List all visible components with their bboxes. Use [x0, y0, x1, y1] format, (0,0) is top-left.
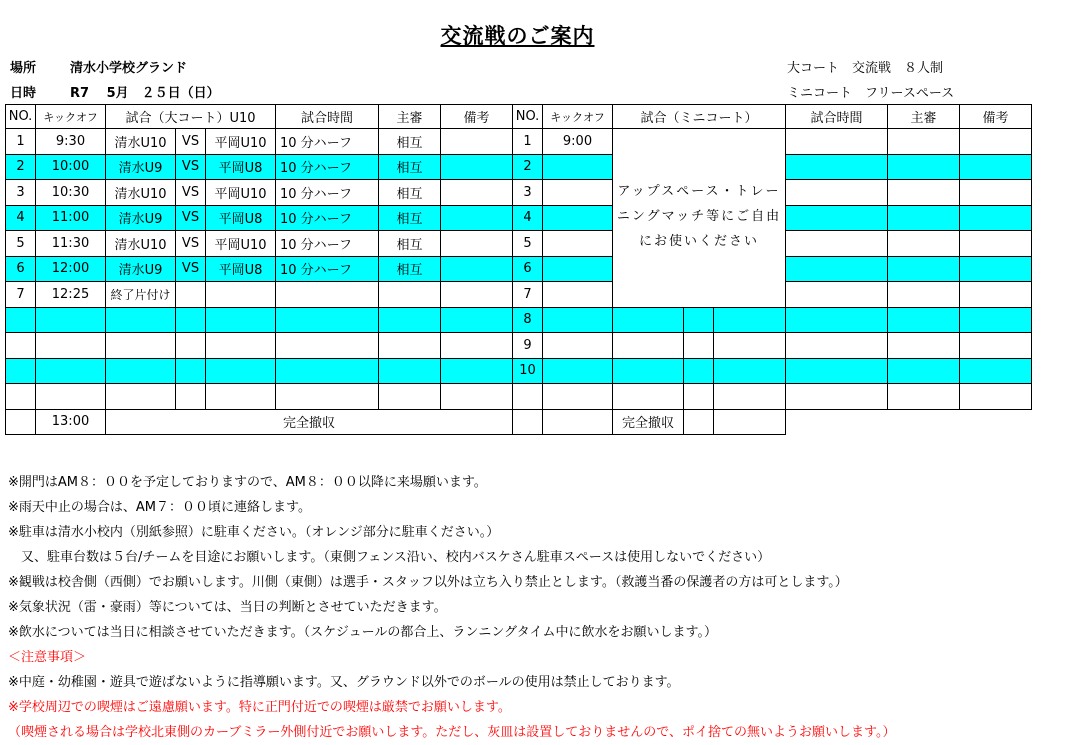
table-row [6, 282, 1032, 308]
note-line: ※中庭・幼稚園・遊具で遊ばないように指導願います。又、グラウンド以外でのボールの使用は禁止しております。 [8, 675, 680, 690]
row-notes-mini [960, 282, 1032, 308]
row-kickoff-mini [543, 282, 613, 308]
row-home-team: 清水U9 [106, 256, 176, 282]
note-line: ※飲水については当日に相談させていただきます。（スケジュールの都合上、ランニングタイム中に飲水をお願いします。） [8, 625, 717, 640]
row-kickoff: 11:30 [36, 231, 106, 257]
row-notes [441, 384, 513, 410]
table-header [6, 105, 1032, 129]
row-no: 3 [6, 180, 36, 206]
table-row [6, 154, 1032, 180]
header-match-mini: 試合（ミニコート） [613, 105, 786, 129]
row-away-team [206, 333, 276, 359]
final-mini-vs [684, 409, 714, 435]
row-referee: 相互 [379, 154, 441, 180]
row-mini-home [613, 384, 684, 410]
row-mini-home [613, 307, 684, 333]
row-no [6, 307, 36, 333]
row-mini-away [714, 307, 786, 333]
row-no-mini: 7 [513, 282, 543, 308]
row-vs: VS [176, 205, 206, 231]
note-line: ※気象状況（雷・豪雨）等については、当日の判断とさせていただきます。 [8, 600, 447, 615]
row-time-mini [786, 129, 888, 155]
row-notes [441, 333, 513, 359]
row-notes-mini [960, 307, 1032, 333]
row-no: 4 [6, 205, 36, 231]
row-no-mini: 5 [513, 231, 543, 257]
table-row [6, 256, 1032, 282]
note-line: ※開門はAM８：００を予定しておりますので、AM８：００以降に来場願います。 [8, 475, 487, 490]
row-mini-vs [684, 358, 714, 384]
row-referee [379, 333, 441, 359]
row-time [276, 282, 379, 308]
row-notes [441, 256, 513, 282]
table-row [6, 333, 1032, 359]
row-notes-mini [960, 256, 1032, 282]
final-big-court: 完全撤収 [106, 409, 513, 435]
row-vs [176, 358, 206, 384]
table-row [6, 384, 1032, 410]
row-referee: 相互 [379, 256, 441, 282]
row-mini-away [714, 333, 786, 359]
row-vs [176, 333, 206, 359]
row-kickoff: 12:25 [36, 282, 106, 308]
header-notes: 備考 [441, 105, 513, 129]
table-row [6, 358, 1032, 384]
row-referee: 相互 [379, 129, 441, 155]
row-kickoff: 10:00 [36, 154, 106, 180]
date-value: R7 5月 ２５日（日） [70, 86, 220, 101]
row-time-mini [786, 384, 888, 410]
final-kickoff: 13:00 [36, 409, 106, 435]
note-line: ※観戦は校舎側（西側）でお願いします。川側（東側）は選手・スタッフ以外は立ち入り禁止とします。（救護当番の保護者の方は可とします。） [8, 575, 848, 590]
mini-court-info: ミニコート フリースペース [787, 86, 955, 101]
row-vs [176, 384, 206, 410]
row-notes [441, 231, 513, 257]
page-title: 交流戦のご案内 [440, 24, 595, 48]
place-value: 清水小学校グランド [70, 61, 188, 76]
row-time: 10 分ハーフ [276, 256, 379, 282]
row-referee-mini [888, 180, 960, 206]
row-notes-mini [960, 384, 1032, 410]
row-vs [176, 282, 206, 308]
row-referee [379, 282, 441, 308]
date-label: 日時 [10, 86, 37, 101]
header-referee-mini: 主審 [888, 105, 960, 129]
row-home-team: 清水U10 [106, 180, 176, 206]
header-no: NO. [6, 105, 36, 129]
row-referee-mini [888, 358, 960, 384]
table-row [6, 231, 1032, 257]
row-kickoff-mini: 9:00 [543, 129, 613, 155]
row-referee: 相互 [379, 205, 441, 231]
row-kickoff [36, 307, 106, 333]
row-referee-mini [888, 154, 960, 180]
row-away-team: 平岡U10 [206, 129, 276, 155]
row-referee-mini [888, 205, 960, 231]
row-time-mini [786, 358, 888, 384]
row-kickoff-mini [543, 384, 613, 410]
row-notes [441, 282, 513, 308]
table-row [6, 205, 1032, 231]
row-kickoff [36, 384, 106, 410]
header-no-mini: NO. [513, 105, 543, 129]
row-no-mini: 6 [513, 256, 543, 282]
row-no [6, 358, 36, 384]
row-referee [379, 384, 441, 410]
row-mini-vs [684, 384, 714, 410]
row-notes [441, 129, 513, 155]
row-referee-mini [888, 307, 960, 333]
row-time-mini [786, 307, 888, 333]
row-referee-mini [888, 256, 960, 282]
table-row-final [6, 409, 1032, 435]
final-blank [786, 409, 1032, 435]
row-notes-mini [960, 205, 1032, 231]
row-no-mini [513, 384, 543, 410]
row-time: 10 分ハーフ [276, 154, 379, 180]
row-no: 6 [6, 256, 36, 282]
row-referee [379, 307, 441, 333]
row-referee: 相互 [379, 180, 441, 206]
row-away-team [206, 384, 276, 410]
note-line: ※駐車は清水小校内（別紙参照）に駐車ください。（オレンジ部分に駐車ください。） [8, 525, 500, 540]
final-mini-court: 完全撤収 [613, 409, 684, 435]
row-no-mini: 9 [513, 333, 543, 359]
table-row [6, 307, 1032, 333]
header-kickoff: キックオフ [36, 105, 106, 129]
row-time-mini [786, 333, 888, 359]
row-time-mini [786, 154, 888, 180]
row-mini-away [714, 384, 786, 410]
note-line-warning: ※学校周辺での喫煙はご遠慮願います。特に正門付近での喫煙は厳禁でお願いします。 [8, 700, 511, 715]
row-no-mini: 1 [513, 129, 543, 155]
header-kickoff-mini: キックオフ [543, 105, 613, 129]
row-no-mini: 8 [513, 307, 543, 333]
final-kickoff-mini [543, 409, 613, 435]
row-referee-mini [888, 384, 960, 410]
row-time: 10 分ハーフ [276, 231, 379, 257]
row-away-team: 平岡U10 [206, 180, 276, 206]
row-kickoff-mini [543, 256, 613, 282]
row-time [276, 307, 379, 333]
row-notes-mini [960, 333, 1032, 359]
row-notes-mini [960, 231, 1032, 257]
header-time-mini: 試合時間 [786, 105, 888, 129]
final-mini-away [714, 409, 786, 435]
table-row [6, 129, 1032, 155]
row-mini-away [714, 358, 786, 384]
row-time: 10 分ハーフ [276, 180, 379, 206]
row-away-team [206, 282, 276, 308]
row-kickoff-mini [543, 180, 613, 206]
table-row [6, 180, 1032, 206]
row-time [276, 333, 379, 359]
row-mini-vs [684, 333, 714, 359]
row-referee-mini [888, 129, 960, 155]
row-referee-mini [888, 333, 960, 359]
row-kickoff: 10:30 [36, 180, 106, 206]
big-court-info: 大コート 交流戦 ８人制 [787, 61, 944, 76]
caution-heading: ＜注意事項＞ [8, 650, 87, 665]
schedule-table [5, 104, 1032, 435]
row-no [6, 333, 36, 359]
row-notes-mini [960, 180, 1032, 206]
row-vs [176, 307, 206, 333]
row-referee-mini [888, 231, 960, 257]
row-vs: VS [176, 180, 206, 206]
row-kickoff-mini [543, 154, 613, 180]
row-mini-home [613, 333, 684, 359]
row-kickoff: 12:00 [36, 256, 106, 282]
row-no [6, 384, 36, 410]
row-time-mini [786, 231, 888, 257]
row-referee [379, 358, 441, 384]
final-no-mini [513, 409, 543, 435]
row-referee: 相互 [379, 231, 441, 257]
row-away-team: 平岡U8 [206, 205, 276, 231]
row-home-team: 清水U9 [106, 154, 176, 180]
row-no-mini: 3 [513, 180, 543, 206]
row-home-team: 清水U10 [106, 231, 176, 257]
row-kickoff: 11:00 [36, 205, 106, 231]
row-notes [441, 358, 513, 384]
row-mini-home [613, 358, 684, 384]
row-kickoff [36, 333, 106, 359]
header-notes-mini: 備考 [960, 105, 1032, 129]
row-no: 7 [6, 282, 36, 308]
row-time: 10 分ハーフ [276, 205, 379, 231]
row-kickoff-mini [543, 307, 613, 333]
row-home-team [106, 358, 176, 384]
row-vs: VS [176, 129, 206, 155]
row-away-team: 平岡U8 [206, 154, 276, 180]
row-no-mini: 10 [513, 358, 543, 384]
row-home-team [106, 384, 176, 410]
row-time [276, 384, 379, 410]
row-away-team [206, 307, 276, 333]
place-label: 場所 [10, 61, 37, 76]
row-no-mini: 4 [513, 205, 543, 231]
row-kickoff [36, 358, 106, 384]
row-home-team: 清水U9 [106, 205, 176, 231]
header-time: 試合時間 [276, 105, 379, 129]
header-match-big: 試合（大コート）U10 [106, 105, 276, 129]
row-vs: VS [176, 154, 206, 180]
notes-section [8, 470, 896, 745]
row-no-mini: 2 [513, 154, 543, 180]
row-home-team [106, 333, 176, 359]
row-away-team [206, 358, 276, 384]
row-kickoff-mini [543, 205, 613, 231]
row-kickoff: 9:30 [36, 129, 106, 155]
row-time-mini [786, 256, 888, 282]
row-notes-mini [960, 358, 1032, 384]
note-line-warning: （喫煙される場合は学校北東側のカーブミラー外側付近でお願いします。ただし、灰皿は設置しておりませんので、ポイ捨ての無いようお願いします。） [8, 725, 896, 740]
mini-court-note: アップスペース・トレーニングマッチ等にご自由にお使いください [613, 129, 786, 308]
row-vs: VS [176, 231, 206, 257]
row-notes-mini [960, 154, 1032, 180]
note-line: ※雨天中止の場合は、AM７：００頃に連絡します。 [8, 500, 311, 515]
row-time-mini [786, 205, 888, 231]
row-referee-mini [888, 282, 960, 308]
row-home-team: 清水U10 [106, 129, 176, 155]
final-no [6, 409, 36, 435]
row-time [276, 358, 379, 384]
row-away-team: 平岡U8 [206, 256, 276, 282]
row-home-team [106, 307, 176, 333]
note-line: 又、駐車台数は５台/チームを目途にお願いします。（東側フェンス沿い、校内バスケさん駐車スペースは使用しないでください） [8, 550, 771, 565]
row-no: 2 [6, 154, 36, 180]
row-kickoff-mini [543, 358, 613, 384]
row-away-team: 平岡U10 [206, 231, 276, 257]
row-notes-mini [960, 129, 1032, 155]
row-home-team: 終了片付け [106, 282, 176, 308]
row-no: 1 [6, 129, 36, 155]
row-notes [441, 307, 513, 333]
row-kickoff-mini [543, 333, 613, 359]
row-notes [441, 180, 513, 206]
row-notes [441, 205, 513, 231]
header-referee: 主審 [379, 105, 441, 129]
row-notes [441, 154, 513, 180]
row-time-mini [786, 282, 888, 308]
row-kickoff-mini [543, 231, 613, 257]
row-vs: VS [176, 256, 206, 282]
row-no: 5 [6, 231, 36, 257]
row-time-mini [786, 180, 888, 206]
row-time: 10 分ハーフ [276, 129, 379, 155]
row-mini-vs [684, 307, 714, 333]
